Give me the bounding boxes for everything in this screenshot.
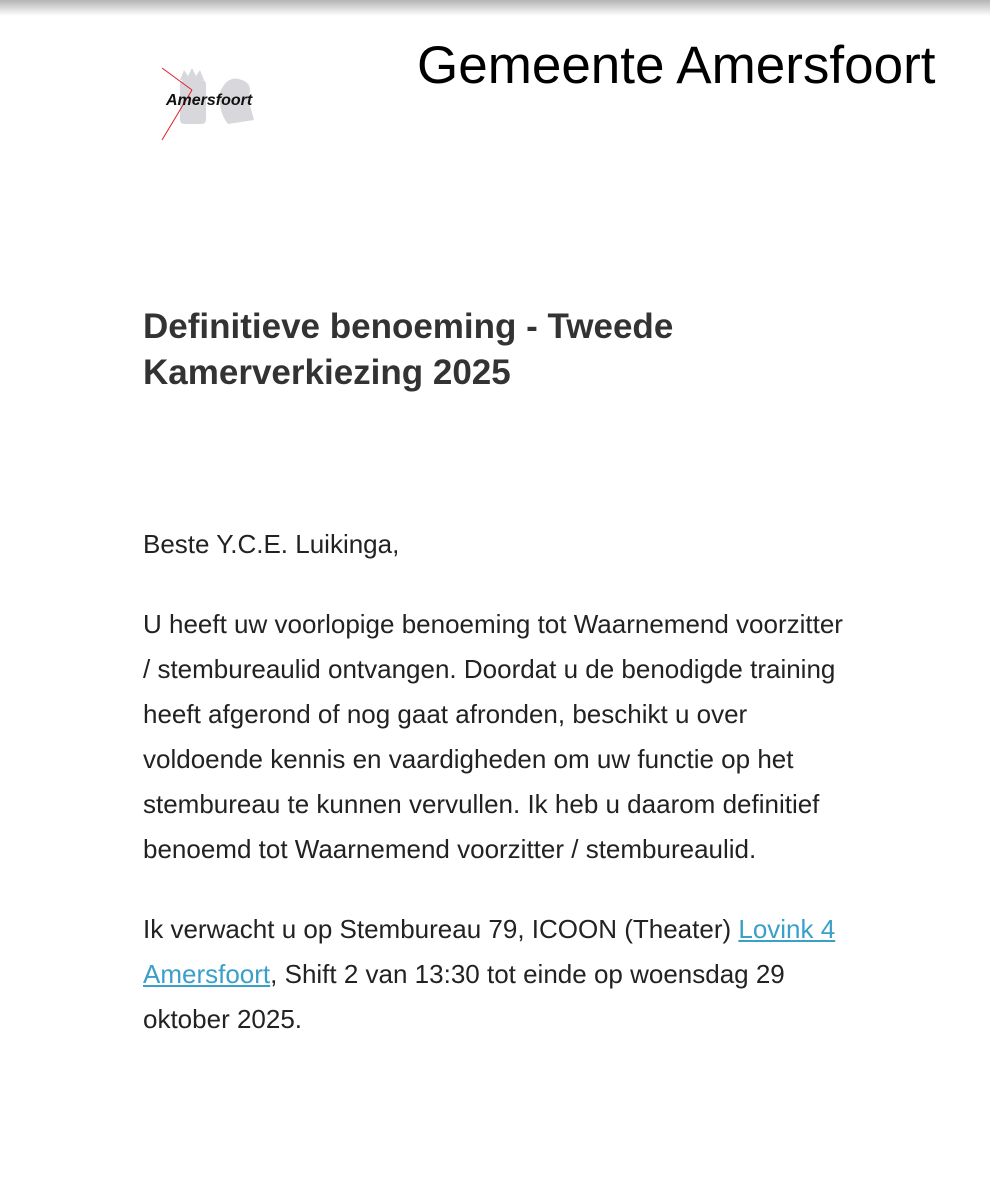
email-title: Definitieve benoeming - Tweede Kamerverkiezing 2025 (143, 307, 674, 392)
shift-text: , Shift 2 van 13:30 tot einde op woensdag 29 oktober 2025. (143, 959, 785, 1034)
amersfoort-logo (158, 62, 278, 142)
svg-text:Amersfoort: Amersfoort (166, 92, 253, 109)
top-shadow (0, 0, 990, 16)
email-body (143, 522, 843, 1077)
greeting: Beste Y.C.E. Luikinga, (143, 529, 400, 559)
paragraph-appointment: U heeft uw voorlopige benoeming tot Waarnemend voorzitter / stembureaulid ontvangen. Doordat u de benodigde training heeft afgerond of nog gaat afronden, beschikt u over voldoende kennis en vaardigheden om uw functie op het stembureau te kunnen vervullen. Ik heb u daarom definitief benoemd tot Waarnemend voorzitter / stembureaulid. (143, 609, 843, 864)
header-title: Gemeente Amersfoort (417, 36, 936, 95)
address-link[interactable]: Lovink 4 Amersfoort (143, 914, 836, 989)
paragraph-location (143, 907, 843, 1042)
location-text: Ik verwacht u op Stembureau 79, ICOON (Theater) (143, 914, 739, 944)
